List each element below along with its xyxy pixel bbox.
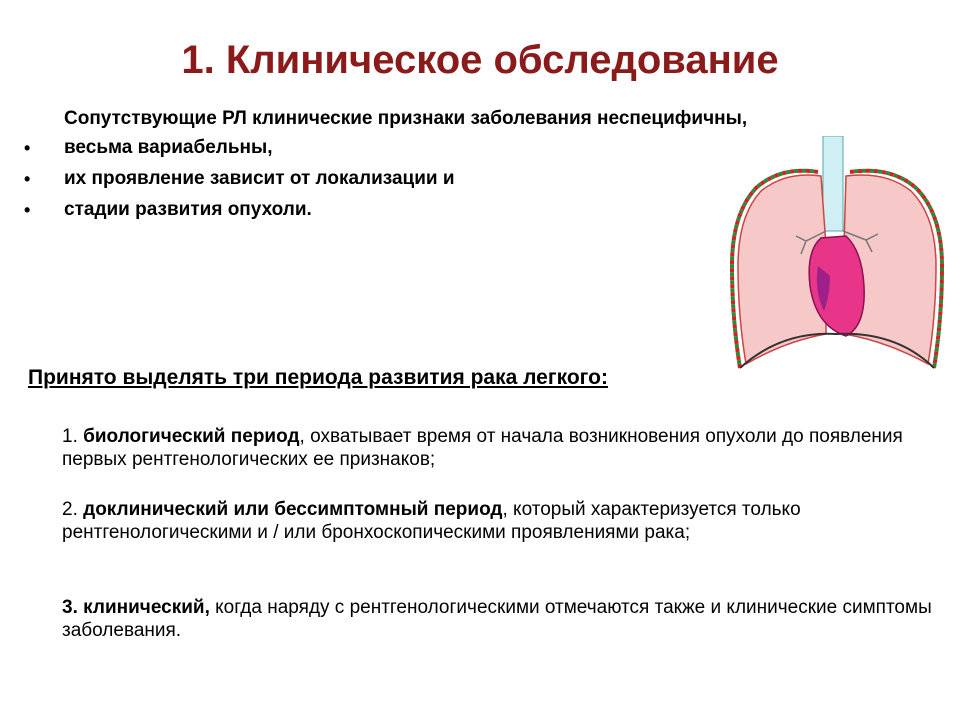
period-item-1 xyxy=(62,425,932,471)
period-description: , охватывает время от начала возникновения опухоли до появления первых рентгенологических ее признаков; xyxy=(62,426,903,470)
slide-title: 1. Клиническое обследование xyxy=(181,38,779,82)
intro-text: Сопутствующие РЛ клинические признаки заболевания неспецифичны, xyxy=(64,108,748,129)
period-item-2 xyxy=(62,498,932,544)
period-name: биологический период xyxy=(83,426,300,447)
bullet-dot-icon: • xyxy=(24,169,31,189)
period-description: когда наряду с рентгенологическими отмечаются также и клинические симптомы заболевания. xyxy=(62,597,932,641)
lungs-heart-illustration xyxy=(726,136,956,376)
period-name: клинический, xyxy=(83,597,210,618)
periods-heading: Принято выделять три периода развития рака легкого: xyxy=(28,366,608,389)
bullet-text: весьма вариабельны, xyxy=(64,137,273,158)
bullet-text: их проявление зависит от локализации и xyxy=(64,168,455,189)
bullet-dot-icon: • xyxy=(24,200,31,220)
period-name: доклинический или бессимптомный период xyxy=(83,499,503,520)
trachea-shape xyxy=(823,136,843,231)
period-number: 3. xyxy=(62,597,78,618)
bullet-dot-icon: • xyxy=(24,138,31,158)
period-number: 1. xyxy=(62,426,78,447)
bullet-text: стадии развития опухоли. xyxy=(64,199,312,220)
period-item-3 xyxy=(62,596,932,642)
period-number: 2. xyxy=(62,499,78,520)
period-description: , который характеризуется только рентгенологическими и / или бронхоскопическими проявлениями рака; xyxy=(62,499,801,543)
